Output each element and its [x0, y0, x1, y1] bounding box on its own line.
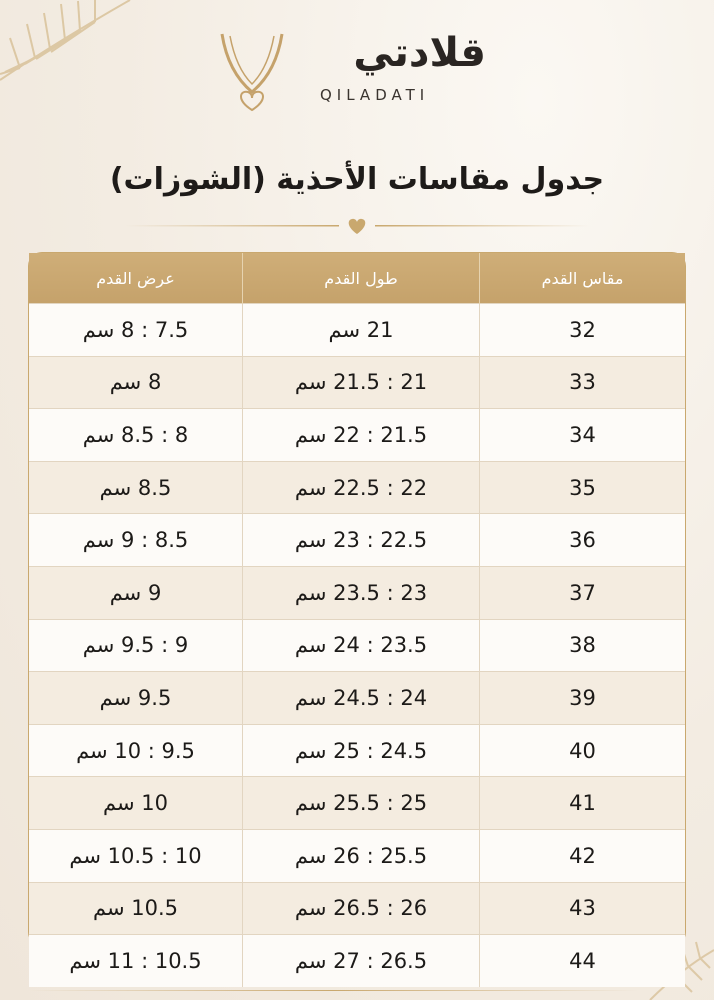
- length-cell: 21 سم: [243, 304, 480, 357]
- heart-divider: [125, 214, 589, 238]
- palm-leaf-decoration: [0, 0, 150, 120]
- table-row: [29, 356, 685, 409]
- table-header-row: [29, 253, 685, 304]
- necklace-heart-icon: [218, 32, 288, 112]
- size-cell: 43: [480, 882, 686, 935]
- width-cell: 9 سم: [29, 566, 243, 619]
- length-cell: 22.5 : 23 سم: [243, 514, 480, 567]
- table-row: [29, 672, 685, 725]
- size-cell: 37: [480, 566, 686, 619]
- size-cell: 38: [480, 619, 686, 672]
- width-cell: 8.5 سم: [29, 461, 243, 514]
- table-row: [29, 566, 685, 619]
- width-cell: 10 سم: [29, 777, 243, 830]
- width-cell: 9.5 : 10 سم: [29, 724, 243, 777]
- length-cell: 21.5 : 22 سم: [243, 409, 480, 462]
- width-cell: 8 سم: [29, 356, 243, 409]
- size-cell: 36: [480, 514, 686, 567]
- length-cell: 25 : 25.5 سم: [243, 777, 480, 830]
- brand-name-english: QILADATI: [320, 86, 430, 104]
- size-cell: 33: [480, 356, 686, 409]
- size-cell: 42: [480, 829, 686, 882]
- header-foot-size: مقاس القدم: [480, 253, 686, 304]
- length-cell: 24 : 24.5 سم: [243, 672, 480, 725]
- width-cell: 7.5 : 8 سم: [29, 304, 243, 357]
- table-row: [29, 619, 685, 672]
- length-cell: 22 : 22.5 سم: [243, 461, 480, 514]
- length-cell: 26.5 : 27 سم: [243, 935, 480, 987]
- size-cell: 32: [480, 304, 686, 357]
- heart-icon: [349, 219, 366, 234]
- length-cell: 26 : 26.5 سم: [243, 882, 480, 935]
- size-cell: 44: [480, 935, 686, 987]
- length-cell: 21 : 21.5 سم: [243, 356, 480, 409]
- table-row: [29, 724, 685, 777]
- length-cell: 23 : 23.5 سم: [243, 566, 480, 619]
- width-cell: 10 : 10.5 سم: [29, 829, 243, 882]
- table-row: [29, 409, 685, 462]
- size-cell: 39: [480, 672, 686, 725]
- width-cell: 9.5 سم: [29, 672, 243, 725]
- brand-name-arabic: قلادتي: [353, 30, 486, 76]
- length-cell: 24.5 : 25 سم: [243, 724, 480, 777]
- brand-logo: [210, 28, 510, 108]
- width-cell: 8 : 8.5 سم: [29, 409, 243, 462]
- table-row: [29, 882, 685, 935]
- size-cell: 34: [480, 409, 686, 462]
- table-row: [29, 829, 685, 882]
- table-row: [29, 304, 685, 357]
- width-cell: 8.5 : 9 سم: [29, 514, 243, 567]
- bottom-divider: [28, 990, 638, 991]
- table-row: [29, 514, 685, 567]
- table-row: [29, 777, 685, 830]
- width-cell: 9 : 9.5 سم: [29, 619, 243, 672]
- table-row: [29, 461, 685, 514]
- length-cell: 25.5 : 26 سم: [243, 829, 480, 882]
- header-foot-width: عرض القدم: [29, 253, 243, 304]
- header-foot-length: طول القدم: [243, 253, 480, 304]
- width-cell: 10.5 سم: [29, 882, 243, 935]
- size-cell: 40: [480, 724, 686, 777]
- size-table: [28, 252, 686, 973]
- width-cell: 10.5 : 11 سم: [29, 935, 243, 987]
- length-cell: 23.5 : 24 سم: [243, 619, 480, 672]
- page-title: جدول مقاسات الأحذية (الشوزات): [109, 162, 605, 197]
- size-cell: 35: [480, 461, 686, 514]
- table-row: [29, 935, 685, 987]
- size-cell: 41: [480, 777, 686, 830]
